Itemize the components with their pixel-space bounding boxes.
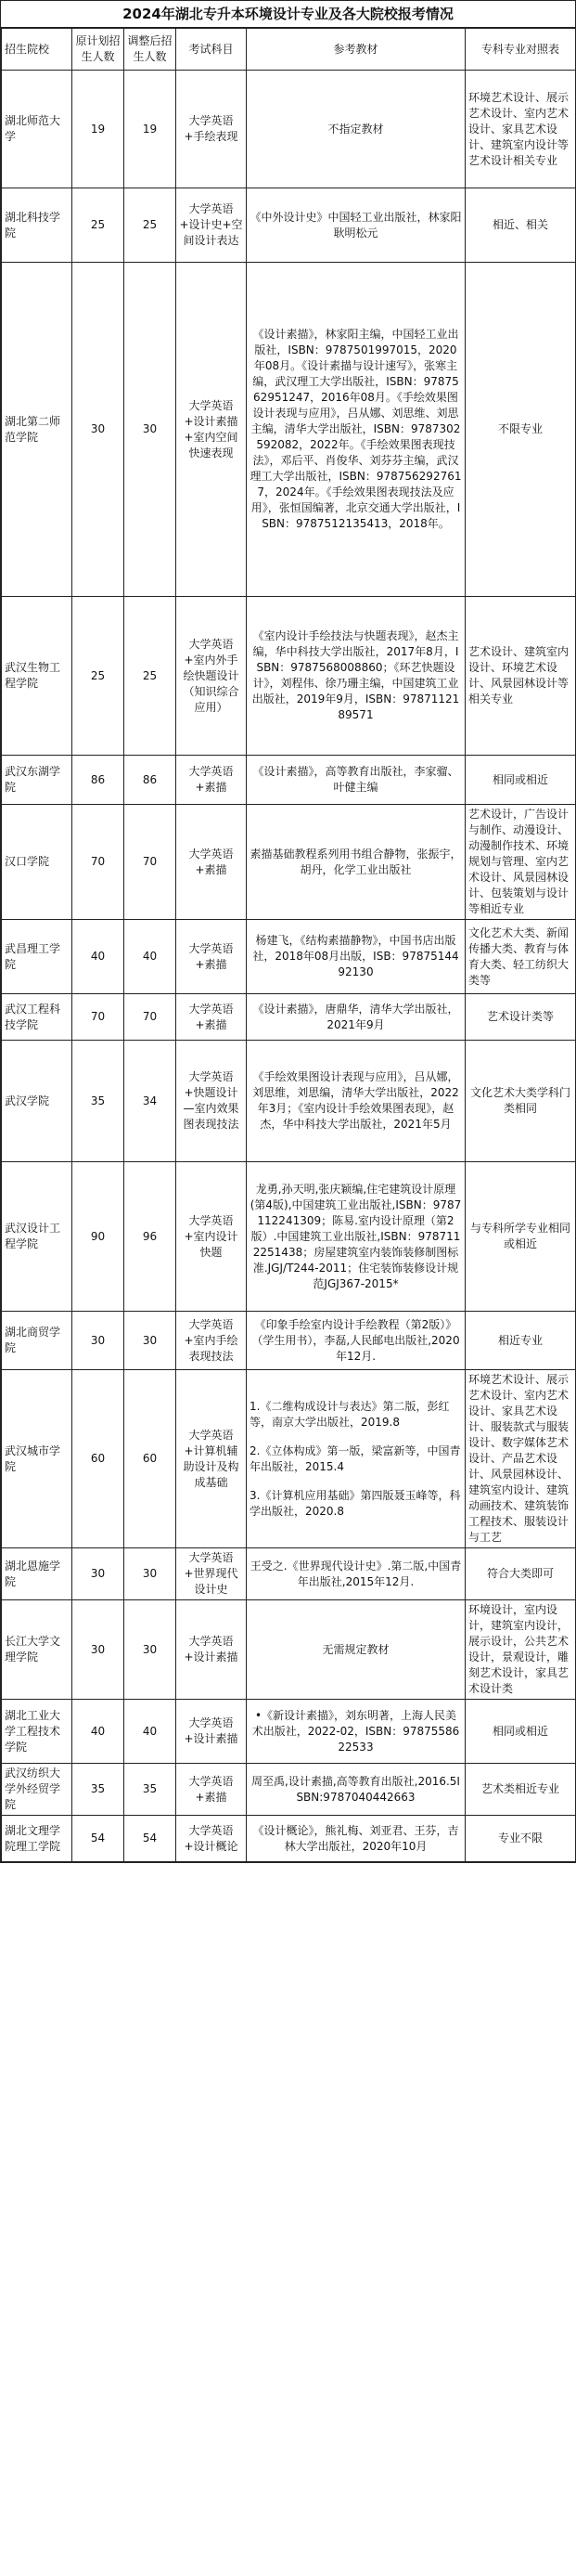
major-requirements: 环境设计，室内设计，建筑室内设计，展示设计，公共艺术设计，景观设计，雕刻艺术设计，家具艺术设计类	[466, 1600, 576, 1700]
original-plan-count: 40	[72, 920, 124, 994]
header-major: 专科专业对照表	[466, 29, 576, 71]
adjusted-plan-count: 70	[124, 994, 176, 1041]
original-plan-count: 30	[72, 1312, 124, 1370]
original-plan-count: 40	[72, 1700, 124, 1764]
reference-books	[247, 1764, 466, 1816]
reference-entry: 王受之.《世界现代设计史》.第二版,中国青年出版社,2015年12月.	[250, 1559, 462, 1588]
school-name: 长江大学文理学院	[2, 1600, 72, 1700]
exam-subjects: 大学英语+素描	[176, 756, 247, 805]
school-name: 武汉生物工程学院	[2, 597, 72, 756]
original-plan-count: 30	[72, 263, 124, 597]
school-name: 武汉设计工程学院	[2, 1162, 72, 1312]
adjusted-plan-count: 86	[124, 756, 176, 805]
header-original-plan: 原计划招生人数	[72, 29, 124, 71]
exam-subjects: 大学英语+素描	[176, 1764, 247, 1816]
original-plan-count: 60	[72, 1370, 124, 1548]
exam-subjects: 大学英语+手绘表现	[176, 71, 247, 188]
major-requirements: 艺术设计、建筑室内设计、环境艺术设计、风景园林设计等相关专业	[466, 597, 576, 756]
adjusted-plan-count: 34	[124, 1041, 176, 1162]
reference-books	[247, 263, 466, 597]
exam-subjects: 大学英语+快题设计—室内效果图表现技法	[176, 1041, 247, 1162]
school-name: 汉口学院	[2, 805, 72, 920]
admission-table	[1, 28, 576, 1862]
reference-books	[247, 994, 466, 1041]
exam-subjects: 大学英语+素描	[176, 994, 247, 1041]
header-school: 招生院校	[2, 29, 72, 71]
reference-entry: 《室内设计手绘技法与快题表现》，赵杰主编，华中科技大学出版社，2017年8月，ISBN：9787568008860；《环艺快题设计》，刘程伟、徐乃珊主编，中国建筑工业出版社，2019年9月，ISBN：9787112189571	[251, 629, 460, 721]
reference-entry: 《设计素描》，林家阳主编，中国轻工业出版社，ISBN：9787501997015，2020年08月。《设计素描与设计速写》，张寒主编，武汉理工大学出版社，ISBN：9787562951247，2016年08月。《手绘效果图设计表现与应用》，吕从娜、刘思维、刘思主编，清华大学出版社，ISBN：9787302592082，2022年。《手绘效果图表现技法》，邓后平、肖俊华、刘芬芬主编，武汉理工大学出版社，ISBN：9787562927617，2024年。《手绘效果图表现技法及应用》，张恒国编著，北京交通大学出版社，ISBN：9787512135413，2018年。	[250, 328, 462, 530]
reference-entry: 《手绘效果图设计表现与应用》，吕从娜，刘思维，刘思编，清华大学出版社，2022年3月；《室内设计手绘效果图表现》，赵杰，华中科技大学出版社，2021年5月	[252, 1070, 459, 1131]
school-name: 湖北工业大学工程技术学院	[2, 1700, 72, 1764]
adjusted-plan-count: 60	[124, 1370, 176, 1548]
school-name: 湖北文理学院理工学院	[2, 1816, 72, 1862]
adjusted-plan-count: 30	[124, 263, 176, 597]
reference-entry: 《印象手绘室内设计手绘教程（第2版）》（学生用书），李磊,人民邮电出版社,2020年12月.	[251, 1317, 460, 1363]
original-plan-count: 25	[72, 188, 124, 263]
exam-subjects: 大学英语+素描	[176, 920, 247, 994]
original-plan-count: 35	[72, 1764, 124, 1816]
adjusted-plan-count: 96	[124, 1162, 176, 1312]
table-row	[2, 1312, 576, 1370]
reference-entry: 2.《立体构成》第一版，梁富新等，中国青年出版社，2015.4	[250, 1443, 461, 1473]
table-row	[2, 1162, 576, 1312]
major-requirements: 文化艺术大类、新闻传播大类、教育与体育大类、轻工纺织大类等	[466, 920, 576, 994]
adjusted-plan-count: 40	[124, 1700, 176, 1764]
original-plan-count: 54	[72, 1816, 124, 1862]
exam-subjects: 大学英语+室内手绘表现技法	[176, 1312, 247, 1370]
reference-books	[247, 1548, 466, 1600]
reference-books	[247, 71, 466, 188]
reference-entry: 龙勇,孙天明,张庆颖编,住宅建筑设计原理(第4版),中国建筑工业出版社,ISBN：9787112241309；陈易.室内设计原理（第2版）.中国建筑工业出版社,ISBN：9787112251438；房屋建筑室内装饰装修制图标准.JGJ/T244-2011；住宅装饰装修设计规范JGJ367-2015*	[250, 1182, 462, 1290]
table-row	[2, 1600, 576, 1700]
header-reference: 参考教材	[247, 29, 466, 71]
reference-entry: 周至禹,设计素描,高等教育出版社,2016.5ISBN:9787040442663	[251, 1774, 460, 1804]
table-row	[2, 756, 576, 805]
table-row	[2, 994, 576, 1041]
original-plan-count: 90	[72, 1162, 124, 1312]
reference-books	[247, 1700, 466, 1764]
table-row	[2, 1370, 576, 1548]
exam-subjects: 大学英语+设计概论	[176, 1816, 247, 1862]
exam-subjects: 大学英语+设计素描	[176, 1600, 247, 1700]
header-adjusted-plan: 调整后招生人数	[124, 29, 176, 71]
original-plan-count: 30	[72, 1548, 124, 1600]
exam-subjects: 大学英语+室内外手绘快题设计（知识综合应用）	[176, 597, 247, 756]
major-requirements: 环境艺术设计、展示艺术设计、室内艺术设计、家具艺术设计、建筑室内设计等艺术设计相关专业	[466, 71, 576, 188]
exam-subjects: 大学英语+设计素描	[176, 1700, 247, 1764]
adjusted-plan-count: 25	[124, 188, 176, 263]
school-name: 武汉学院	[2, 1041, 72, 1162]
major-requirements: 艺术设计，广告设计与制作、动漫设计、动漫制作技术、环境规划与管理、室内艺术设计、风景园林设计、包装策划与设计等相近专业	[466, 805, 576, 920]
reference-books	[247, 597, 466, 756]
table-row	[2, 188, 576, 263]
original-plan-count: 19	[72, 71, 124, 188]
original-plan-count: 25	[72, 597, 124, 756]
major-requirements: 不限专业	[466, 263, 576, 597]
reference-entry: 素描基础教程系列用书组合静物，张振宇，胡丹，化学工业出版社	[250, 847, 462, 876]
major-requirements: 相同或相近	[466, 756, 576, 805]
school-name: 武汉工程科技学院	[2, 994, 72, 1041]
adjusted-plan-count: 25	[124, 597, 176, 756]
reference-books	[247, 1041, 466, 1162]
major-requirements: 环境艺术设计、展示艺术设计、室内艺术设计、家具艺术设计、服装款式与服装设计、数字媒体艺术设计、产品艺术设计、风景园林设计、建筑室内设计、建筑动画技术、建筑装饰工程技术、服装设计与工艺	[466, 1370, 576, 1548]
table-body	[2, 71, 576, 1862]
school-name: 湖北师范大学	[2, 71, 72, 188]
header-subject: 考试科目	[176, 29, 247, 71]
table-row	[2, 597, 576, 756]
major-requirements: 符合大类即可	[466, 1548, 576, 1600]
reference-entry: 1.《二维构成设计与表达》第二版，彭红等，南京大学出版社，2019.8	[250, 1399, 450, 1429]
school-name: 湖北商贸学院	[2, 1312, 72, 1370]
reference-entry: 《设计素描》，唐鼎华，清华大学出版社，2021年9月	[252, 1002, 459, 1031]
exam-subjects: 大学英语+世界现代设计史	[176, 1548, 247, 1600]
school-name: 湖北恩施学院	[2, 1548, 72, 1600]
reference-entry: 无需规定教材	[322, 1642, 390, 1656]
exam-subjects: 大学英语+计算机辅助设计及构成基础	[176, 1370, 247, 1548]
reference-books	[247, 1370, 466, 1548]
adjusted-plan-count: 54	[124, 1816, 176, 1862]
exam-subjects: 大学英语+室内设计快题	[176, 1162, 247, 1312]
adjusted-plan-count: 35	[124, 1764, 176, 1816]
major-requirements: 专业不限	[466, 1816, 576, 1862]
major-requirements: 与专科所学专业相同或相近	[466, 1162, 576, 1312]
original-plan-count: 70	[72, 994, 124, 1041]
exam-subjects: 大学英语+设计史+空间设计表达	[176, 188, 247, 263]
reference-books	[247, 805, 466, 920]
major-requirements: 相近专业	[466, 1312, 576, 1370]
page-title: 2024年湖北专升本环境设计专业及各大院校报考情况	[1, 1, 575, 28]
school-name: 武汉东湖学院	[2, 756, 72, 805]
reference-books	[247, 756, 466, 805]
exam-subjects: 大学英语+素描	[176, 805, 247, 920]
school-name: 武昌理工学院	[2, 920, 72, 994]
table-row	[2, 1041, 576, 1162]
original-plan-count: 70	[72, 805, 124, 920]
adjusted-plan-count: 30	[124, 1312, 176, 1370]
major-requirements: 艺术类相近专业	[466, 1764, 576, 1816]
table-row	[2, 1700, 576, 1764]
table-row	[2, 1764, 576, 1816]
reference-entry: 《设计素描》，高等教育出版社，李家骝、叶健主编	[252, 765, 459, 794]
original-plan-count: 30	[72, 1600, 124, 1700]
school-name: 武汉纺织大学外经贸学院	[2, 1764, 72, 1816]
adjusted-plan-count: 30	[124, 1600, 176, 1700]
table-header-row	[2, 29, 576, 71]
reference-books	[247, 1162, 466, 1312]
original-plan-count: 35	[72, 1041, 124, 1162]
reference-books	[247, 188, 466, 263]
reference-books	[247, 1816, 466, 1862]
original-plan-count: 86	[72, 756, 124, 805]
table-row	[2, 920, 576, 994]
school-name: 湖北第二师范学院	[2, 263, 72, 597]
major-requirements: 相同或相近	[466, 1700, 576, 1764]
table-row	[2, 1548, 576, 1600]
major-requirements: 艺术设计类等	[466, 994, 576, 1041]
reference-entry: 杨建飞，《结构素描静物》，中国书店出版社，2018年08月出版，ISB：9787514492130	[252, 934, 459, 978]
adjusted-plan-count: 19	[124, 71, 176, 188]
school-name: 武汉城市学院	[2, 1370, 72, 1548]
exam-subjects: 大学英语+设计素描+室内空间快速表现	[176, 263, 247, 597]
reference-books	[247, 920, 466, 994]
table-row	[2, 805, 576, 920]
reference-books	[247, 1600, 466, 1700]
reference-books	[247, 1312, 466, 1370]
major-requirements: 相近、相关	[466, 188, 576, 263]
adjusted-plan-count: 30	[124, 1548, 176, 1600]
reference-entry: 3.《计算机应用基础》第四版聂玉峰等，科学出版社，2020.8	[250, 1488, 461, 1518]
reference-entry: 不指定教材	[327, 122, 384, 136]
table-row	[2, 263, 576, 597]
reference-entry: 《中外设计史》中国轻工业出版社，林家阳耿明松元	[250, 210, 462, 239]
major-requirements: 文化艺术大类学科门类相同	[466, 1041, 576, 1162]
adjusted-plan-count: 40	[124, 920, 176, 994]
table-row	[2, 71, 576, 188]
reference-entry: •《新设计素描》，刘东明著，上海人民美术出版社，2022-02，ISBN：9787558622533	[251, 1708, 460, 1754]
adjusted-plan-count: 70	[124, 805, 176, 920]
table-row	[2, 1816, 576, 1862]
school-name: 湖北科技学院	[2, 188, 72, 263]
reference-entry: 《设计概论》，熊礼梅、刘亚君、王芬，吉林大学出版社，2020年10月	[252, 1823, 459, 1853]
